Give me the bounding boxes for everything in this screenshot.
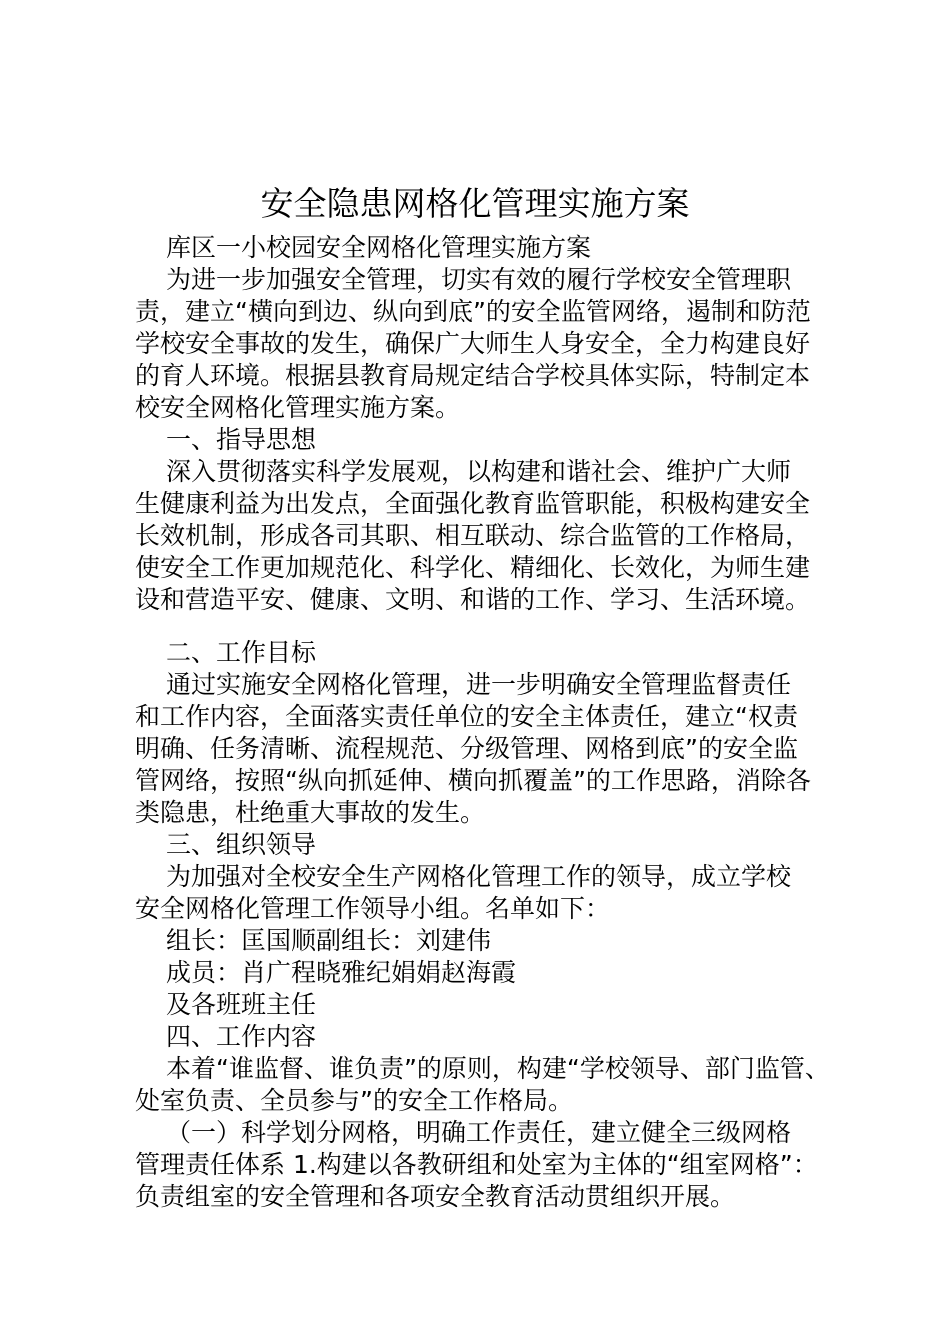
paragraph-line: 的育人环境。根据县教育局规定结合学校具体实际，特制定本 xyxy=(135,361,811,390)
paragraph-line: 管理责任体系 1.构建以各教研组和处室为主体的“组室网格”： xyxy=(135,1150,818,1179)
section-heading: 二、工作目标 xyxy=(166,638,317,667)
paragraph-line: 深入贯彻落实科学发展观，以构建和谐社会、维护广大师 xyxy=(166,457,792,486)
paragraph-line: 使安全工作更加规范化、科学化、精细化、长效化，为师生建 xyxy=(135,553,811,582)
paragraph-line: 生健康利益为出发点，全面强化教育监管职能，积极构建安全 xyxy=(135,489,811,518)
paragraph-line: 校安全网格化管理实施方案。 xyxy=(135,393,461,422)
document-title: 安全隐患网格化管理实施方案 xyxy=(260,184,690,223)
paragraph-line: 本着“谁监督、谁负责”的原则，构建“学校领导、部门监管、 xyxy=(166,1054,830,1083)
paragraph-line: 管网络，按照“纵向抓延伸、横向抓覆盖”的工作思路，消除各 xyxy=(135,766,811,795)
paragraph-line: 类隐患，杜绝重大事故的发生。 xyxy=(135,798,486,827)
paragraph-line: 学校安全事故的发生，确保广大师生人身安全，全力构建良好 xyxy=(135,329,811,358)
section-heading: 一、指导思想 xyxy=(166,425,317,454)
paragraph-line: 责，建立“横向到边、纵向到底”的安全监管网络，遏制和防范 xyxy=(135,297,811,326)
paragraph-line: 设和营造平安、健康、文明、和谐的工作、学习、生活环境。 xyxy=(135,585,811,614)
paragraph-line: 长效机制，形成各司其职、相互联动、综合监管的工作格局， xyxy=(135,521,811,550)
section-heading: 三、组织领导 xyxy=(166,830,317,859)
paragraph-line: 负责组室的安全管理和各项安全教育活动贯组织开展。 xyxy=(135,1182,736,1211)
paragraph-line: 安全网格化管理工作领导小组。名单如下： xyxy=(135,894,611,923)
paragraph-line: 为进一步加强安全管理，切实有效的履行学校安全管理职 xyxy=(166,265,792,294)
paragraph-line: 组长：匡国顺副组长：刘建伟 xyxy=(166,926,492,955)
subtitle-line: 库区一小校园安全网格化管理实施方案 xyxy=(166,233,592,262)
paragraph-line: 和工作内容，全面落实责任单位的安全主体责任，建立“权责 xyxy=(135,702,798,731)
paragraph-line: 成员：肖广程晓雅纪娟娟赵海霞 xyxy=(166,958,517,987)
paragraph-line: 处室负责、全员参与”的安全工作格局。 xyxy=(135,1086,573,1115)
section-heading: 四、工作内容 xyxy=(166,1022,317,1051)
paragraph-line: 为加强对全校安全生产网格化管理工作的领导，成立学校 xyxy=(166,862,792,891)
paragraph-line: 明确、任务清晰、流程规范、分级管理、网格到底”的安全监 xyxy=(135,734,798,763)
paragraph-line: 通过实施安全网格化管理，进一步明确安全管理监督责任 xyxy=(166,670,792,699)
paragraph-line: 及各班班主任 xyxy=(166,990,317,1019)
paragraph-line: （一）科学划分网格，明确工作责任，建立健全三级网格 xyxy=(166,1118,792,1147)
